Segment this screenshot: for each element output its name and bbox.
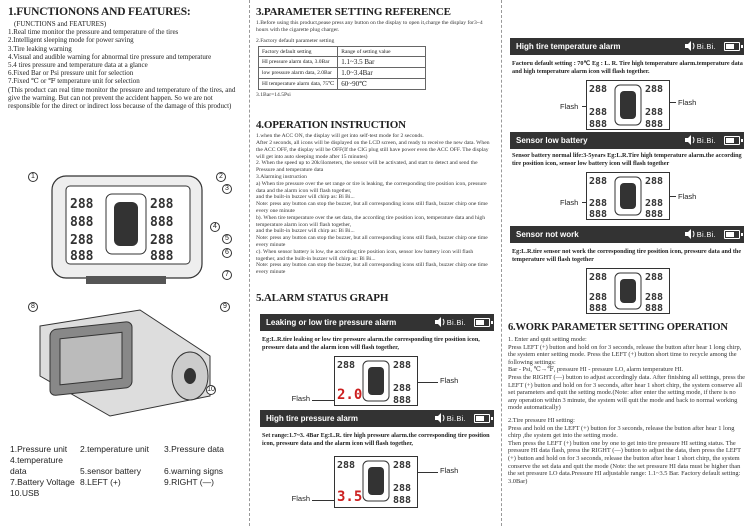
lcd-graphic [335, 357, 417, 405]
callout-4: 4 [210, 222, 220, 232]
svg-text:888: 888 [393, 495, 412, 506]
param-title: 3.PARAMETER SETTING REFERENCE [256, 6, 451, 18]
svg-text:288: 288 [150, 233, 174, 248]
flash-label: Flash [678, 192, 697, 201]
svg-text:888: 888 [589, 303, 608, 313]
features-column [0, 0, 248, 526]
table-row: low pressure alarm data, 2.0Bar 1.0~3.4Bar [259, 68, 426, 79]
flash-label: Flash [440, 376, 459, 385]
flash-leader [312, 500, 334, 501]
leak-alarm-bar: Leaking or low tire pressure alarm Bi.Bi. [260, 314, 494, 331]
work-text: 1. Enter and quit setting mode: Press LEFT (+) button and hold on for 3 seconds, release the button after hear 1 long chirp, the system enter setting mode. Press the LEFT (+) button short time to recycle among the following settings: Bar - Psi, ℃→℉, pressure HI - pressure LO, alarm temperature HI. Press the RIGHT (—) button to adjust accordingly data. After finishing all settings, press the LEFT (+) button and hold on for 3 seconds, after hear 1 short chirp, the system conserve all set parameters and quit the setting mode.(Note: after enter the setting mode, if there is no any operation within 3 minute, the system will quit the mode and back to normal working mode automatically) 2.Tire pressure HI setting: Press and hold on the LEFT (+) button for 3 seconds, release the button after hear 1 long chirp ,the system get into the setting mode. Then press the LEFT (+) button one by one to get into tire pressure HI setting status. The pressure HI data flash, press the RIGHT (—) button to adjust the data, then press the LEFT (+) button and hold on for 3 seconds, release the button after hear 1 short chirp, the system conserve the set data and quit the mode (Note: the set pressure HI data must be higher than the set pressure LO data.Pressure HI adjustable range: 1.1~3.5 Bar. Factory default setting: 3.0Bar) [508, 336, 746, 485]
svg-text:288: 288 [70, 197, 94, 212]
table-row: HI temperature alarm data, 75℃ 60~90℃ [259, 79, 426, 90]
lcd-graphic [587, 81, 669, 129]
svg-text:888: 888 [589, 209, 608, 219]
flash-label: Flash [440, 466, 459, 475]
flash-leader [582, 106, 586, 107]
table-row: Factory default setting Range of setting value [259, 47, 426, 57]
svg-text:288: 288 [337, 460, 356, 471]
feature-item: 7.Fixed ℃ or ℉ temperature unit for selection [8, 77, 140, 86]
battery-icon [724, 136, 740, 145]
svg-text:888: 888 [70, 249, 94, 264]
high-pressure-bar: High tire pressure alarm Bi.Bi. [260, 410, 494, 427]
callout-2: 2 [216, 172, 226, 182]
flash-leader [312, 400, 334, 401]
lcd-display [586, 172, 670, 220]
lcd-display [334, 456, 418, 508]
speaker-icon [684, 134, 696, 146]
sensor-not-work-bar: Sensor not work Bi.Bi. [510, 226, 744, 243]
flash-leader [418, 472, 438, 473]
flash-leader [582, 202, 586, 203]
svg-text:288: 288 [393, 383, 412, 394]
feature-item: 5.4 tires pressure and temperature data at a glance [8, 61, 148, 70]
high-pressure-digits: 3.5 [337, 489, 363, 505]
svg-text:288: 288 [393, 360, 412, 371]
svg-text:288: 288 [645, 198, 664, 209]
svg-text:288: 288 [645, 84, 664, 95]
low-battery-bar: Sensor low battery Bi.Bi. [510, 132, 744, 149]
features-list [8, 28, 240, 110]
legend-row: 7.Battery Voltage 8.LEFT (+) 9.RIGHT (—) [10, 477, 214, 487]
lcd-display [334, 356, 418, 406]
battery-icon [474, 414, 490, 423]
high-temperature-text: Factoru default setting : 70℃ Eg : L. R. Tire high temperature alarm.temperature data and high temperature alarm icon will flash together. [512, 60, 743, 75]
speaker-icon [434, 316, 446, 328]
svg-text:888: 888 [393, 395, 412, 405]
svg-text:888: 888 [645, 209, 664, 219]
svg-text:888: 888 [645, 303, 664, 313]
lcd-graphic [335, 457, 417, 507]
svg-text:288: 288 [393, 483, 412, 494]
op-title: 4.OPERATION INSTRUCTION [256, 119, 406, 132]
lcd-graphic [587, 269, 669, 313]
feature-item: 2.Intelligent sleeping mode for power saving [8, 36, 134, 45]
flash-label: Flash [678, 98, 697, 107]
callout-10: 10 [207, 386, 215, 393]
feature-item: 3.Tire leaking warning [8, 44, 72, 53]
svg-text:288: 288 [70, 233, 94, 248]
op-text: 1.when the ACC ON, the display will get into self-test mode for 2 seconds. After 2 seconds, all icons will be displayed on the LCD screen, and ready to receive the new data. When the ACC OFF, the display will be OFF(If the CIG plug still have power even the ACC OFF. The display will get into auto sleeping mode after 15 minutes) 2. When the speed up to 20k/ilometers, the sensor will be activated, and start to detect and send the Pressure and temperature data 3.Alarming instruction a) When tire pressure over the set range or tire is leaking, the corresponding tire position icon, pressure data and the alarm icon will flash together, and the built-in buzzer will chirp as: Bi Bi... Note: press any button can stop the buzzer, but all corresponding icons still flash, buzzer chirp one time every one minute b). When tire temperature over the set data, the according tire position icon, temperature data and high temperature alarm icon will flash together, and the built-in buzzer will chirp as: Bi Bi... Note: press any button can stop the buzzer, but all corresponding icons still flash, buzzer chirp one time every minute c). When sensor battery is low, the according tire position icon, sensor low battery icon will flash together, and the built-in buzzer will chirp as: Bi Bi... Note: press any button can stop the buzzer, but all corresponding icons still flash, buzzer chirp one time every minute [256, 133, 490, 276]
high-pressure-text: Set range:1.7~3. 4Bar Eg:L.R. tire high pressure alarm.the corresponding tire position icon, pressure data and the alarm icon will flash together, [262, 432, 490, 447]
flash-label: Flash [291, 494, 310, 503]
svg-text:288: 288 [645, 107, 664, 118]
callout-1: 1 [28, 172, 38, 182]
flash-label: Flash [560, 198, 579, 207]
battery-icon [724, 230, 740, 239]
callout-5: 5 [222, 234, 232, 244]
psi-note: 3.1Bar=14.5Psi [256, 92, 291, 99]
svg-text:288: 288 [645, 176, 664, 187]
factory-label: 2.Factory default parameter setting [256, 37, 335, 44]
feature-item: 1.Real time monitor the pressure and temperature of the tires [8, 28, 179, 37]
flash-leader [670, 102, 676, 103]
flash-leader [418, 382, 438, 383]
svg-text:288: 288 [337, 360, 356, 371]
svg-text:288: 288 [589, 272, 608, 283]
param-table [258, 46, 426, 90]
speaker-icon [684, 228, 696, 240]
work-title: 6.WORK PARAMETER SETTING OPERATION [508, 322, 728, 333]
charger-illustration [30, 296, 230, 426]
svg-text:888: 888 [150, 249, 174, 264]
high-temperature-bar: High tire temperature alarm Bi.Bi. [510, 38, 744, 55]
leak-alarm-text: Eg:L.R.tire leaking or low tire pressure alarm.the corresponding tire position icon, pressure data and the alarm icon will flash together, [262, 336, 480, 351]
speaker-icon [684, 40, 696, 52]
feature-item: 4.Visual and audible warning for abnormal tire pressure and temperature [8, 52, 212, 61]
callout-6: 6 [222, 248, 232, 258]
parts-legend [10, 444, 246, 499]
instructions-column [250, 0, 500, 526]
features-subtitle: (FUNCTIONS and FEATURES) [14, 20, 107, 28]
alarm-title: 5.ALARM STATUS GRAPH [256, 292, 389, 304]
flash-leader [670, 196, 676, 197]
features-title: 1.FUNCTIONONS AND FEATURES: [8, 6, 191, 18]
param-intro: 1.Before using this product,pease press any button on the display to open it,charge the display for3~4 hours with the cigarette plug charger. [256, 20, 483, 33]
svg-text:288: 288 [589, 84, 608, 95]
legend-row: 4.temperature data 5.sensor battery 6.warning signs [10, 455, 224, 476]
speaker-icon [434, 412, 446, 424]
callout-9: 9 [220, 302, 230, 312]
legend-row: 10.USB [10, 488, 40, 498]
svg-text:288: 288 [589, 198, 608, 209]
callout-7: 7 [222, 270, 232, 280]
svg-text:888: 888 [70, 215, 94, 230]
lcd-display [586, 268, 670, 314]
svg-text:888: 888 [645, 119, 664, 129]
flash-label: Flash [291, 394, 310, 403]
svg-text:288: 288 [645, 292, 664, 303]
legend-row: 1.Pressure unit 2.temperature unit 3.Pressure data [10, 444, 225, 454]
alarm-column [502, 0, 750, 526]
leak-pressure-digits: 2.0 [337, 387, 363, 403]
feature-item: 6.Fixed Bar or Psi pressure unit for selection [8, 69, 134, 78]
lcd-display [586, 80, 670, 130]
svg-text:288: 288 [589, 292, 608, 303]
battery-icon [724, 42, 740, 51]
svg-text:288: 288 [645, 272, 664, 283]
callout-3: 3 [222, 184, 232, 194]
low-battery-text: Sensor battery normal life:3-5years Eg:L.R.Tire high temperature alarm.the according tire position icon, sensor low battery icon will flash together [512, 152, 742, 167]
svg-text:288: 288 [589, 107, 608, 118]
table-row: HI pressure alarm data, 3.0Bar 1.1~3.5 Bar [259, 57, 426, 68]
svg-text:288: 288 [589, 176, 608, 187]
disclaimer: (This product can real time monitor the pressure and temperature of the tires, and give the warning. But can not prevent the accident happen. So we are not responsible for the direct or indirect loss because of the damage of this product) [8, 85, 236, 111]
lcd-graphic [587, 173, 669, 219]
svg-text:288: 288 [393, 460, 412, 471]
svg-text:888: 888 [150, 215, 174, 230]
sensor-not-work-text: Eg:L.R.tire sensor not work the corresponding tire position icon, pressure data and the temperature will flash together [512, 248, 742, 263]
flash-label: Flash [560, 102, 579, 111]
callout-8: 8 [28, 302, 38, 312]
monitor-illustration [46, 170, 216, 288]
svg-text:888: 888 [589, 119, 608, 129]
svg-text:288: 288 [150, 197, 174, 212]
battery-icon [474, 318, 490, 327]
